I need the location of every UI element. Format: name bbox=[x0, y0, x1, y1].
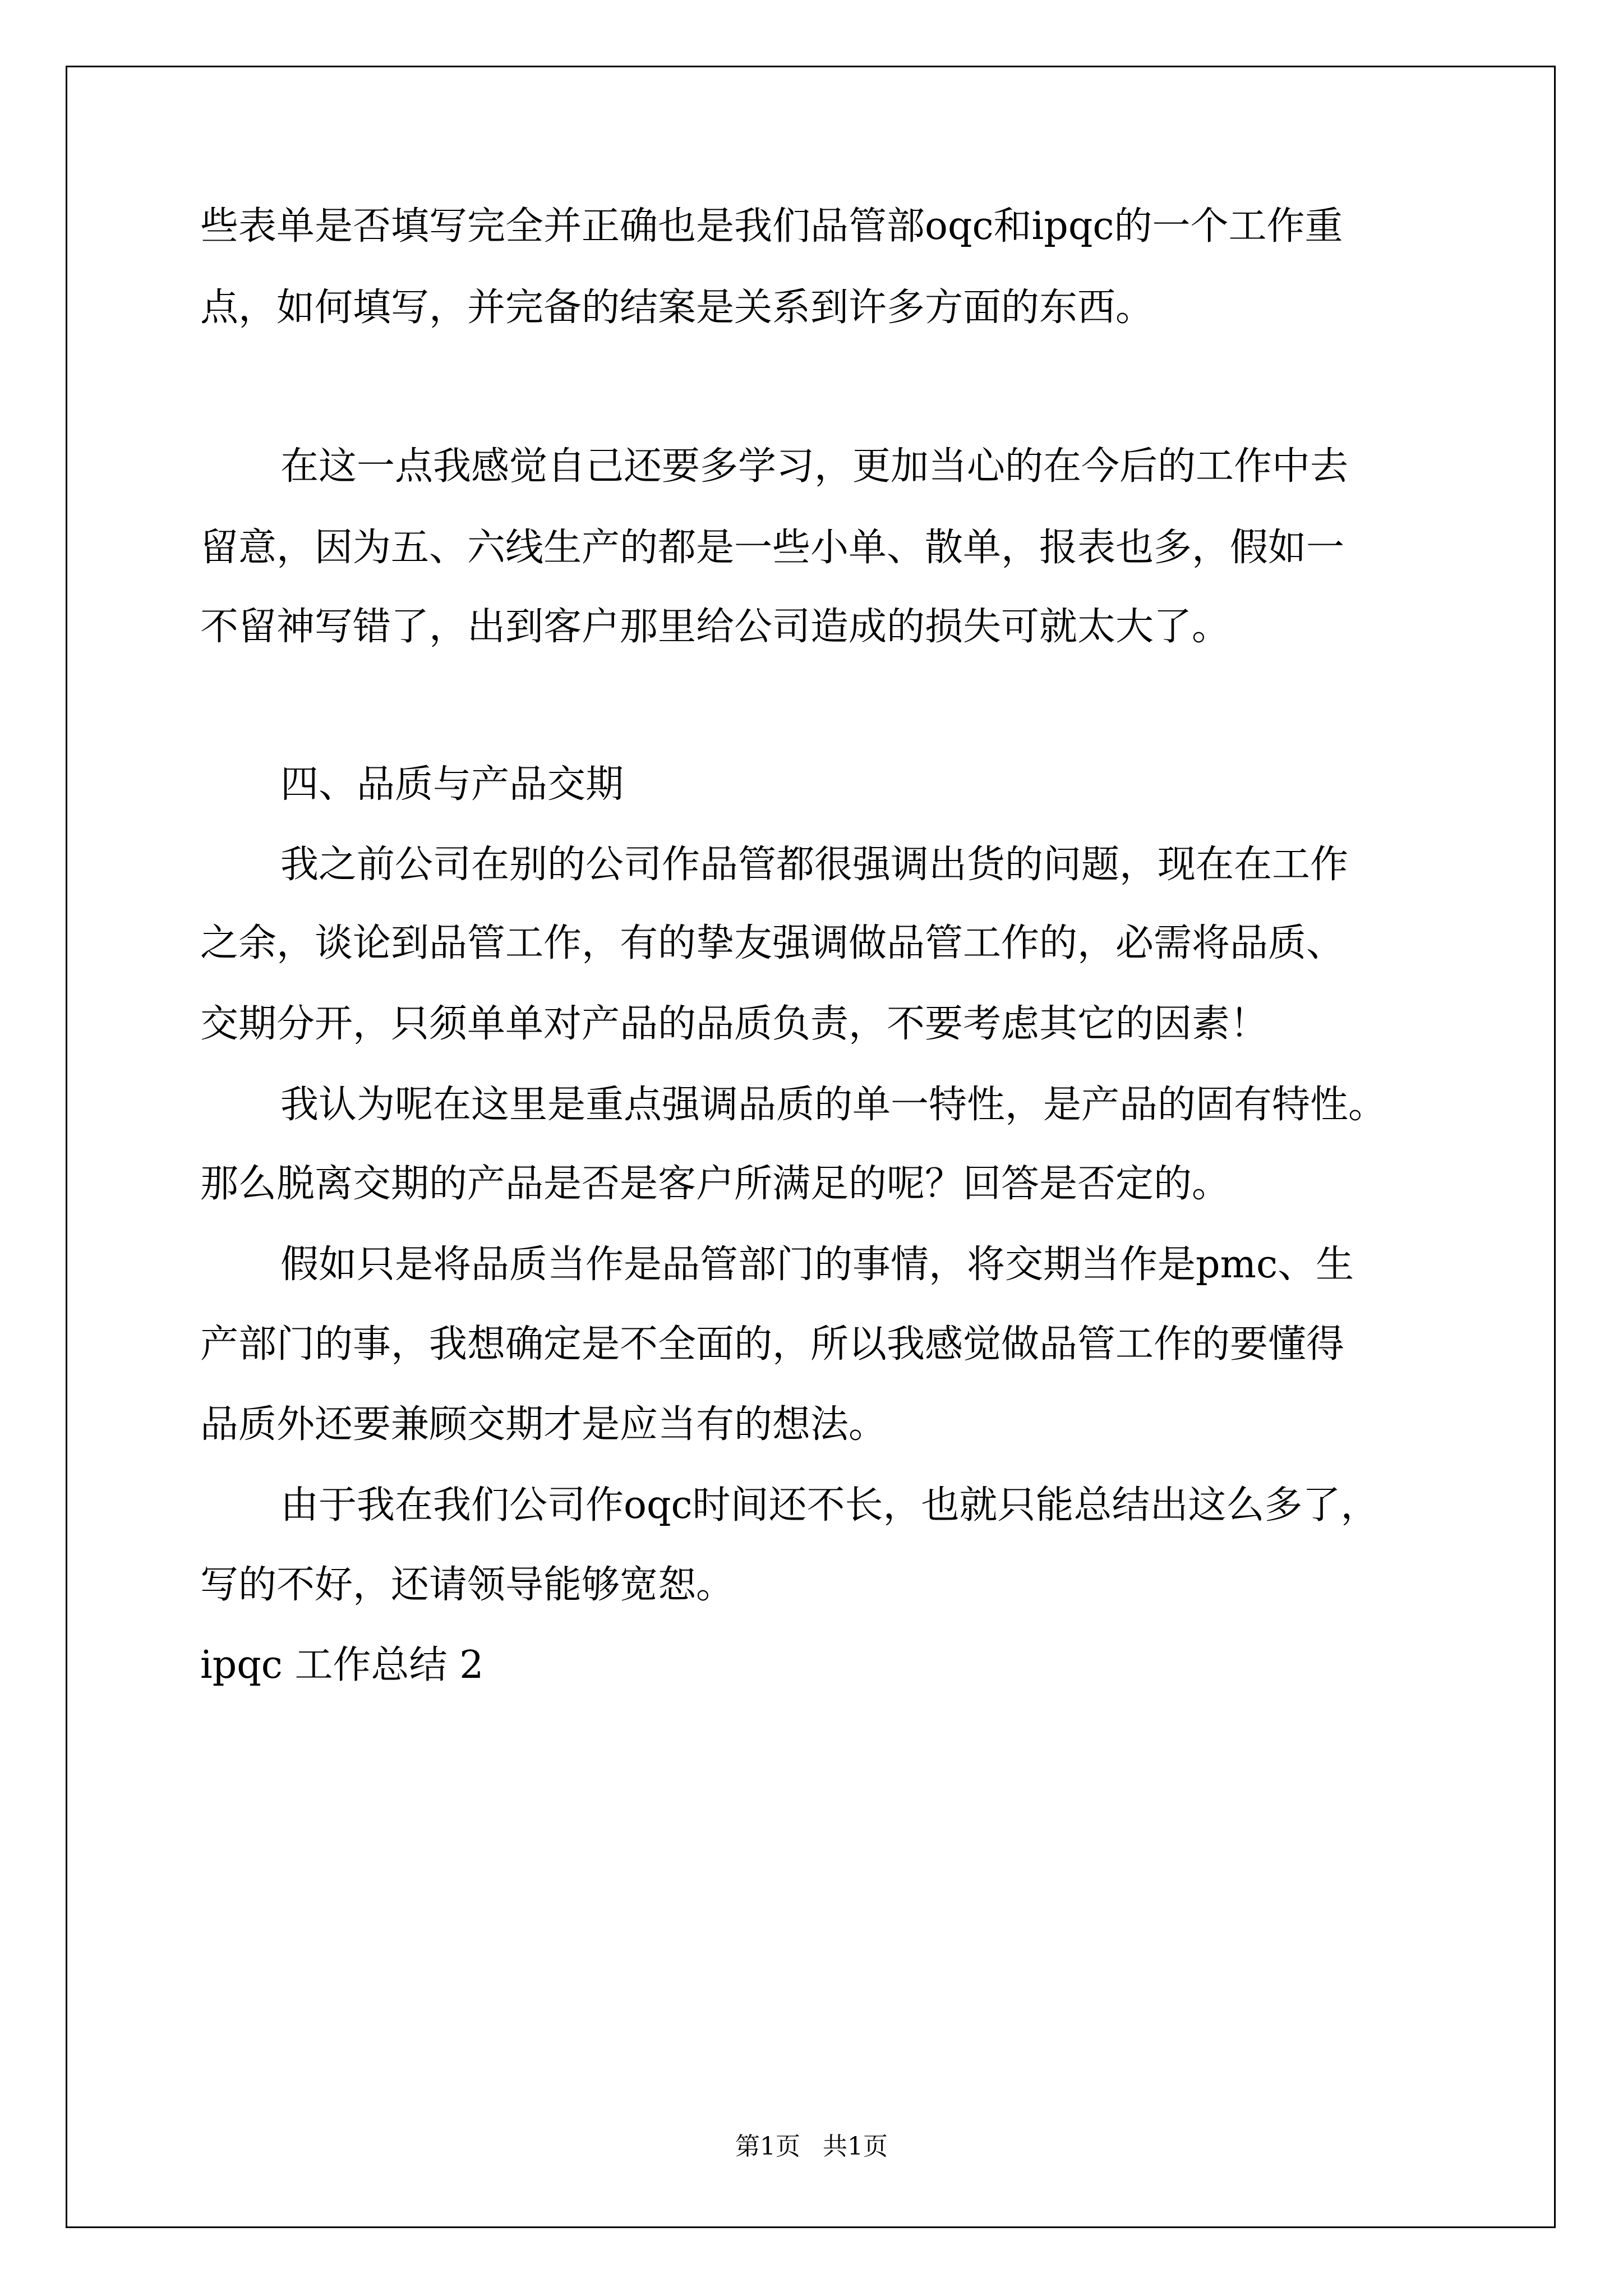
text-line-10: 我认为呢在这里是重点强调品质的单一特性，是产品的固有特性。 bbox=[280, 1083, 1387, 1127]
page-total: 共1页 bbox=[823, 2132, 888, 2161]
text-line-16: 写的不好，还请领导能够宽恕。 bbox=[200, 1563, 735, 1607]
text-line-5: 不留神写错了，出到客户那里给公司造成的损失可就太大了。 bbox=[200, 605, 1230, 649]
text-line-9: 交期分开，只须单单对产品的品质负责，不要考虑其它的因素！ bbox=[200, 1002, 1269, 1046]
text-line-11: 那么脱离交期的产品是否是客户所满足的呢？回答是否定的。 bbox=[200, 1162, 1230, 1206]
text-line-8: 之余，谈论到品管工作，有的挚友强调做品管工作的，必需将品质、 bbox=[200, 921, 1345, 965]
text-line-14: 品质外还要兼顾交期才是应当有的想法。 bbox=[200, 1402, 887, 1447]
text-line-1: 些表单是否填写完全并正确也是我们品管部oqc和ipqc的一个工作重 bbox=[200, 204, 1343, 249]
text-line-2: 点，如何填写，并完备的结案是关系到许多方面的东西。 bbox=[200, 286, 1154, 330]
next-section-title: ipqc 工作总结 2 bbox=[200, 1643, 484, 1687]
text-line-3: 在这一点我感觉自己还要多学习，更加当心的在今后的工作中去 bbox=[280, 444, 1349, 489]
text-line-13: 产部门的事，我想确定是不全面的，所以我感觉做品管工作的要懂得 bbox=[200, 1322, 1345, 1366]
section-heading: 四、品质与产品交期 bbox=[280, 762, 624, 807]
page-number: 第1页 bbox=[735, 2132, 800, 2161]
page-footer bbox=[0, 2134, 1623, 2159]
text-line-7: 我之前公司在别的公司作品管都很强调出货的问题，现在在工作 bbox=[280, 843, 1349, 887]
page-border bbox=[66, 66, 1556, 2228]
text-line-4: 留意，因为五、六线生产的都是一些小单、散单，报表也多，假如一 bbox=[200, 526, 1345, 570]
text-line-12: 假如只是将品质当作是品管部门的事情，将交期当作是pmc、生 bbox=[280, 1243, 1354, 1287]
text-line-15: 由于我在我们公司作oqc时间还不长，也就只能总结出这么多了， bbox=[280, 1483, 1379, 1527]
